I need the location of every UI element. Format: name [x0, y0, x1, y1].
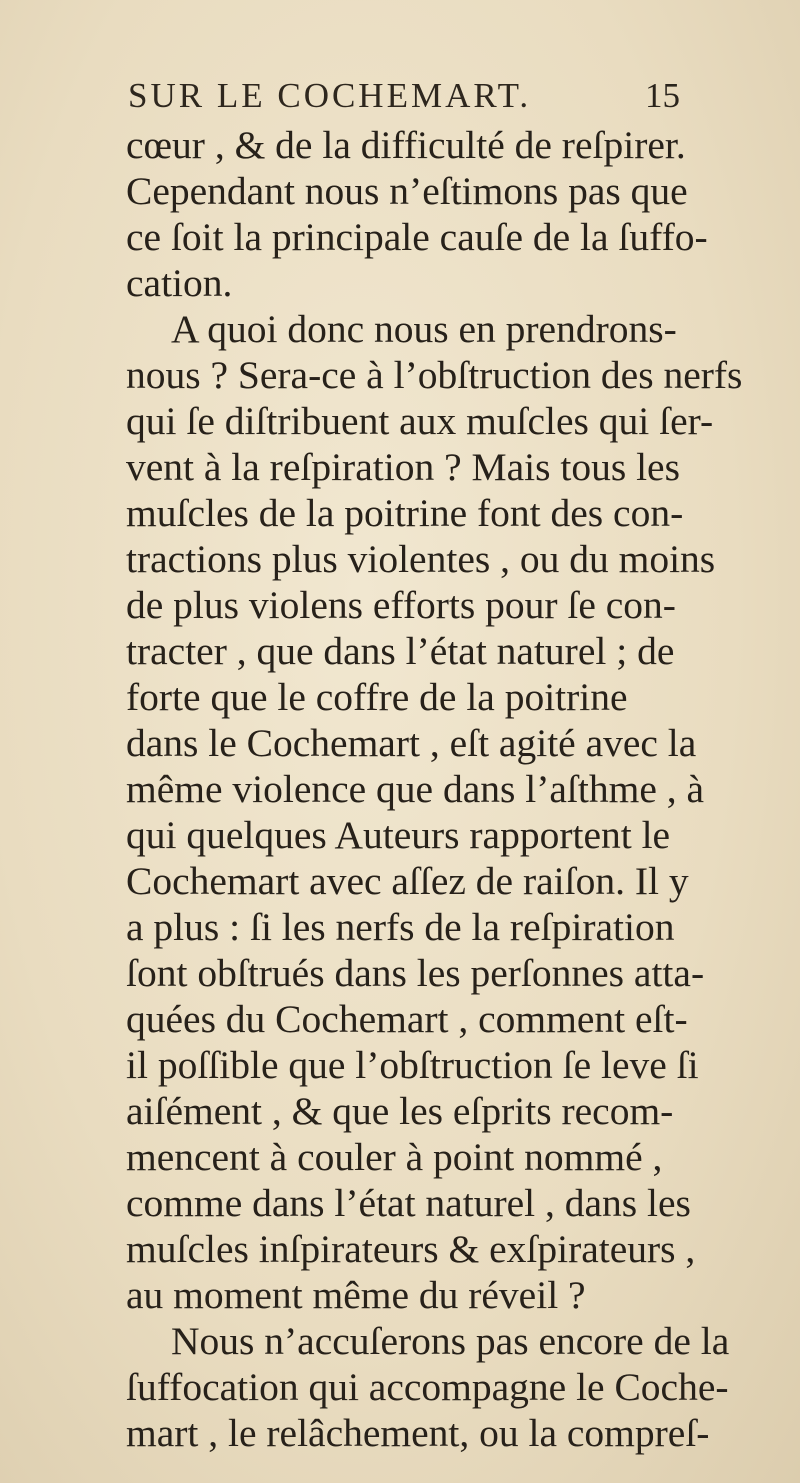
- text-line: au moment même du réveil ?: [126, 1273, 586, 1317]
- text-line: comme dans l’état naturel , dans les: [126, 1181, 691, 1225]
- text-line: qui ſe diſtribuent aux muſcles qui ſer-: [126, 399, 714, 443]
- page-number: 15: [645, 76, 680, 115]
- text-line: nous ? Sera-ce à l’obſtruction des nerfs: [126, 353, 743, 397]
- text-line: ce ſoit la principale cauſe de la ſuffo-: [126, 215, 708, 259]
- text-line: Nous n’accuſerons pas encore de la: [171, 1319, 730, 1363]
- text-line: cœur , & de la difficulté de reſpirer.: [126, 123, 686, 167]
- text-line: cation.: [126, 261, 233, 305]
- text-line: vent à la reſpiration ? Mais tous les: [126, 445, 680, 489]
- text-line: quées du Cochemart , comment eſt-: [126, 997, 688, 1041]
- text-line: ſont obſtrués dans les perſonnes atta-: [126, 951, 705, 995]
- running-head-title: SUR LE COCHEMART.: [128, 76, 532, 115]
- text-line: a plus : ſi les nerfs de la reſpiration: [126, 905, 675, 949]
- text-line: qui quelques Auteurs rapportent le: [126, 813, 671, 857]
- text-line: A quoi donc nous en prendrons-: [171, 307, 677, 351]
- text-line: aiſément , & que les eſprits recom-: [126, 1089, 674, 1133]
- text-line: ſuffocation qui accompagne le Coche-: [126, 1365, 729, 1409]
- text-line: forte que le coffre de la poitrine: [126, 675, 628, 719]
- text-line: mart , le relâchement, ou la compreſ-: [126, 1411, 710, 1455]
- text-line: Cependant nous n’eſtimons pas que: [126, 169, 688, 213]
- text-line: muſcles de la poitrine font des con-: [126, 491, 684, 535]
- text-line: dans le Cochemart , eſt agité avec la: [126, 721, 697, 765]
- text-line: tractions plus violentes , ou du moins: [126, 537, 716, 581]
- text-line: Cochemart avec aſſez de raiſon. Il y: [126, 859, 689, 903]
- text-line: de plus violens efforts pour ſe con-: [126, 583, 676, 627]
- text-line: mencent à couler à point nommé ,: [126, 1135, 663, 1179]
- running-head: [100, 68, 680, 122]
- text-line: muſcles inſpirateurs & exſpirateurs ,: [126, 1227, 696, 1271]
- text-line: tracter , que dans l’état naturel ; de: [126, 629, 675, 673]
- text-line: il poſſible que l’obſtruction ſe leve ſi: [126, 1043, 699, 1087]
- text-line: même violence que dans l’aſthme , à: [126, 767, 705, 811]
